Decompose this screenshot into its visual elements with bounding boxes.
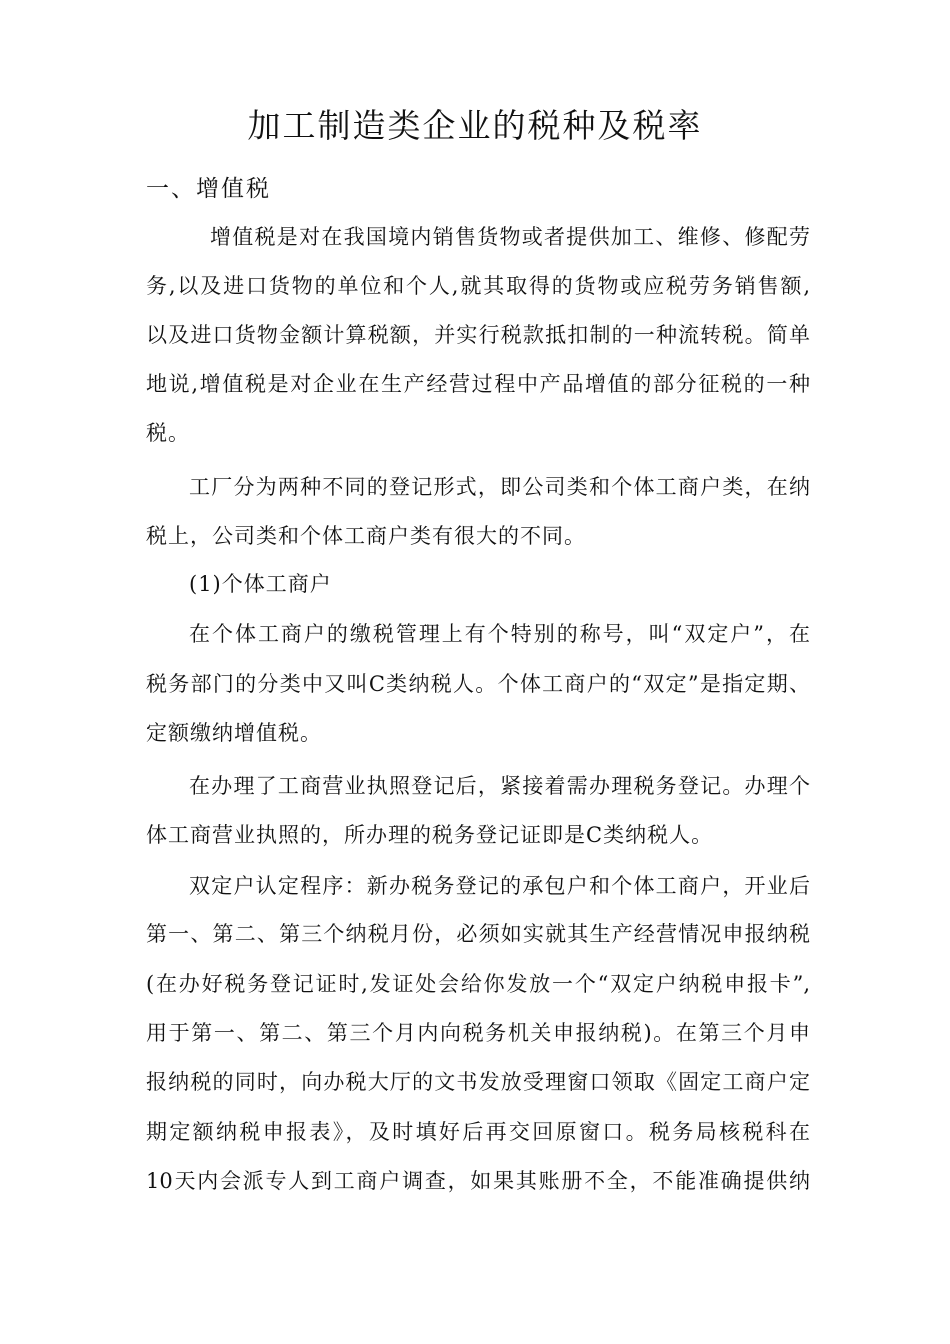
body-line: (在办好税务登记证时,发证处会给你发放一个“双定户纳税申报卡”,	[146, 972, 810, 996]
body-line: 在个体工商户的缴税管理上有个特别的称号，叫“双定户”，在	[189, 622, 810, 646]
body-line: 在办理了工商营业执照登记后，紧接着需办理税务登记。办理个	[189, 774, 810, 798]
body-line: 地说,增值税是对企业在生产经营过程中产品增值的部分征税的一种	[146, 372, 810, 396]
body-line: 以及进口货物金额计算税额，并实行税款抵扣制的一种流转税。简单	[146, 323, 810, 347]
section-heading: 一、增值税	[146, 176, 271, 202]
body-line: (1)个体工商户	[189, 572, 332, 596]
body-line: 用于第一、第二、第三个月内向税务机关申报纳税)。在第三个月申	[146, 1021, 810, 1045]
body-line: 双定户认定程序：新办税务登记的承包户和个体工商户，开业后	[189, 874, 810, 898]
body-line: 10天内会派专人到工商户调查，如果其账册不全，不能准确提供纳	[146, 1169, 810, 1193]
body-line: 定额缴纳增值税。	[146, 721, 322, 745]
document-title: 加工制造类企业的税种及税率	[247, 106, 703, 145]
body-line: 报纳税的同时，向办税大厅的文书发放受理窗口领取《固定工商户定	[146, 1070, 810, 1094]
body-line: 工厂分为两种不同的登记形式，即公司类和个体工商户类，在纳	[189, 475, 810, 499]
body-line: 税上，公司类和个体工商户类有很大的不同。	[146, 524, 586, 548]
body-line: 增值税是对在我国境内销售货物或者提供加工、维修、修配劳	[210, 225, 810, 249]
body-line: 税务部门的分类中又叫C类纳税人。个体工商户的“双定”是指定期、	[146, 672, 810, 696]
body-line: 期定额纳税申报表》，及时填好后再交回原窗口。税务局核税科在	[146, 1120, 810, 1144]
body-line: 体工商营业执照的，所办理的税务登记证即是C类纳税人。	[146, 823, 714, 847]
body-line: 税。	[146, 421, 190, 445]
body-line: 务,以及进口货物的单位和个人,就其取得的货物或应税劳务销售额,	[146, 274, 810, 298]
body-line: 第一、第二、第三个纳税月份，必须如实就其生产经营情况申报纳税	[146, 922, 810, 946]
